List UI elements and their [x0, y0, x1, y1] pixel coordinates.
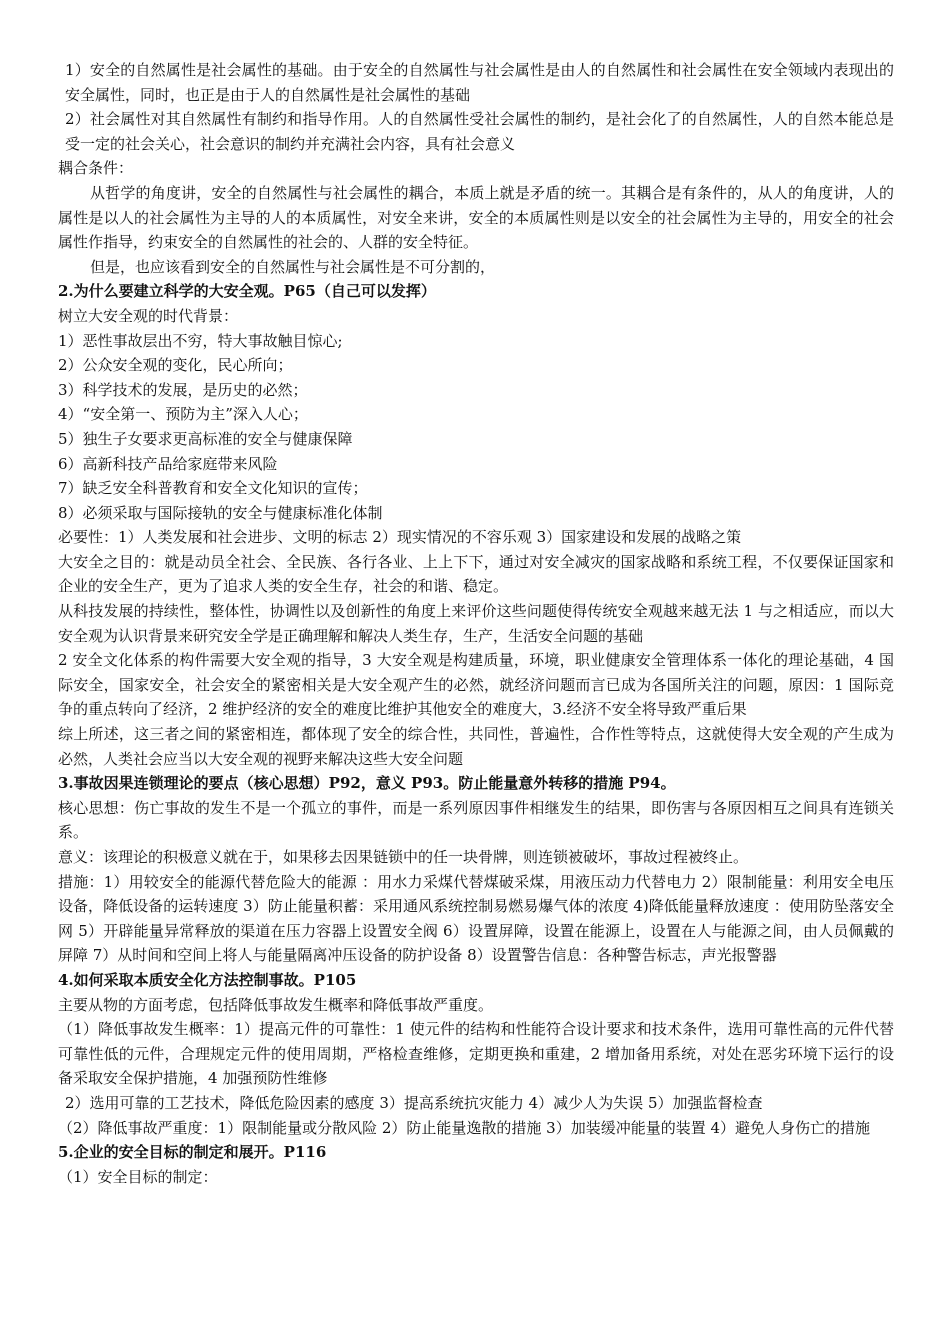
paragraph-purpose: 大安全之目的：就是动员全社会、全民族、各行各业、上上下下，通过对安全减灾的国家战略和系统工程，不仅要保证国家和企业的安全生产，更为了追求人类的安全生存，社会的和谐、稳定。: [58, 552, 894, 596]
paragraph-reliable-process: 2）选用可靠的工艺技术，降低危险因素的感度 3）提高系统抗灾能力 4）减少人为失误 5）加强监督检查: [65, 1093, 763, 1112]
paragraph-inseparable: 但是，也应该看到安全的自然属性与社会属性是不可分割的，: [90, 257, 496, 276]
paragraph-natural-attribute-basis: 1）安全的自然属性是社会属性的基础。由于安全的自然属性与社会属性是由人的自然属性和社会属性在安全领域内表现出的安全属性，同时，也正是由于人的自然属性是社会属性的基础: [65, 61, 894, 104]
list-item: 7）缺乏安全科普教育和安全文化知识的宣传；: [58, 479, 368, 498]
paragraph-goal-setting: （1）安全目标的制定：: [58, 1167, 218, 1186]
list-item: 1）恶性事故层出不穷，特大事故触目惊心;: [58, 331, 343, 350]
paragraph-social-attribute-constraint: 2）社会属性对其自然属性有制约和指导作用。人的自然属性受社会属性的制约，是社会化了的自然属性，人的自然本能总是受一定的社会关心，社会意识的制约并充满社会内容，具有社会意义: [65, 110, 894, 153]
section-heading-5: 5.企业的安全目标的制定和展开。P116: [58, 1143, 327, 1162]
paragraph-necessity: 必要性：1）人类发展和社会进步、文明的标志 2）现实情况的不容乐观 3）国家建设和发展的战略之策: [58, 528, 742, 547]
paragraph-core-idea: 核心思想：伤亡事故的发生不是一个孤立的事件，而是一系列原因事件相继发生的结果，即伤害与各原因相互之间具有连锁关系。: [58, 798, 894, 842]
paragraph-tech-development: 从科技发展的持续性，整体性，协调性以及创新性的角度上来评价这些问题使得传统安全观越来越无法 1 与之相适应，而以大安全观为认识背景来研究安全学是正确理解和解决人类生存，生产，生活安全问题的基础: [58, 602, 894, 645]
list-item: 2）公众安全观的变化，民心所向；: [58, 356, 293, 375]
paragraph-reduce-probability: （1）降低事故发生概率：1）提高元件的可靠性：1 使元件的结构和性能符合设计要求和技术条件，选用可靠性高的元件代替可靠性低的元件，合理规定元件的使用周期，严格检查维修，定期更换和重建，2 增加备用系统，对处在恶劣环境下运行的设备采取安全保护措施，4 加强预防性维修: [58, 1020, 894, 1088]
paragraph-measures: 措施：1）用较安全的能源代替危险大的能源 ：用水力采煤代替煤破采煤，用液压动力代替电力 2）限制能量：利用安全电压设备，降低设备的运转速度 3）防止能量积蓄：采用通风系统控制易燃易爆气体的浓度 4)降低能量释放速度 ：使用防坠落安全网 5）开辟能量异常释放的渠道在压力容器上设置安全阀 6）设置屏障，设置在能源上，设置在人与能源之间，由人员佩戴的屏障 7）从时间和空间上将人与能量隔离冲压设备的防护设备 8）设置警告信息：各种警告标志，声光报警器: [58, 872, 894, 965]
paragraph-summary: 综上所述，这三者之间的紧密相连，都体现了安全的综合性，共同性，普遍性，合作性等特点，这就使得大安全观的产生成为必然，人类社会应当以大安全观的视野来解决这些大安全问题: [58, 725, 894, 768]
paragraph-coupling-philosophy: 从哲学的角度讲，安全的自然属性与社会属性的耦合，本质上就是矛盾的统一。其耦合是有条件的，从人的角度讲，人的属性是以人的社会属性为主导的人的本质属性，对安全来讲，安全的本质属性则是以安全的社会属性为主导的，用安全的社会属性作指导，约束安全的自然属性的社会的、人群的安全特征。: [58, 183, 894, 252]
list-item: 3）科学技术的发展，是历史的必然；: [58, 380, 308, 399]
paragraph-reduce-severity: （2）降低事故严重度：1）限制能量或分散风险 2）防止能量逸散的措施 3）加装缓冲能量的装置 4）避免人身伤亡的措施: [58, 1118, 871, 1137]
paragraph-background-heading: 树立大安全观的时代背景：: [58, 306, 239, 325]
paragraph-culture-system: 2 安全文化体系的构件需要大安全观的指导，3 大安全观是构建质量，环境，职业健康安全管理体系一体化的理论基础，4 国际安全，国家安全，社会安全的紧密相关是大安全观产生的必然，就经济问题而言已成为各国所关注的问题，原因：1 国际竞争的重点转向了经济，2 维护经济的安全的难度比维护其他安全的难度大，3.经济不安全将导致严重后果: [58, 651, 894, 719]
list-item: 6）高新科技产品给家庭带来风险: [58, 454, 278, 473]
list-item: 4）“安全第一、预防为主”深入人心；: [58, 405, 308, 424]
list-item: 8）必须采取与国际接轨的安全与健康标准化体制: [58, 503, 383, 522]
paragraph-significance: 意义：该理论的积极意义就在于，如果移去因果链锁中的任一块骨牌，则连锁被破坏，事故过程被终止。: [58, 848, 749, 866]
list-item: 5）独生子女要求更高标准的安全与健康保障: [58, 429, 353, 448]
paragraph-coupling-heading: 耦合条件：: [58, 159, 134, 178]
section-heading-4: 4.如何采取本质安全化方法控制事故。P105: [58, 970, 357, 989]
paragraph-main-aspects: 主要从物的方面考虑，包括降低事故发生概率和降低事故严重度。: [58, 995, 494, 1014]
section-heading-3: 3.事故因果连锁理论的要点（核心思想）P92，意义 P93。防止能量意外转移的措施 P94。: [58, 774, 676, 793]
section-heading-2: 2.为什么要建立科学的大安全观。P65（自己可以发挥）: [58, 282, 436, 301]
